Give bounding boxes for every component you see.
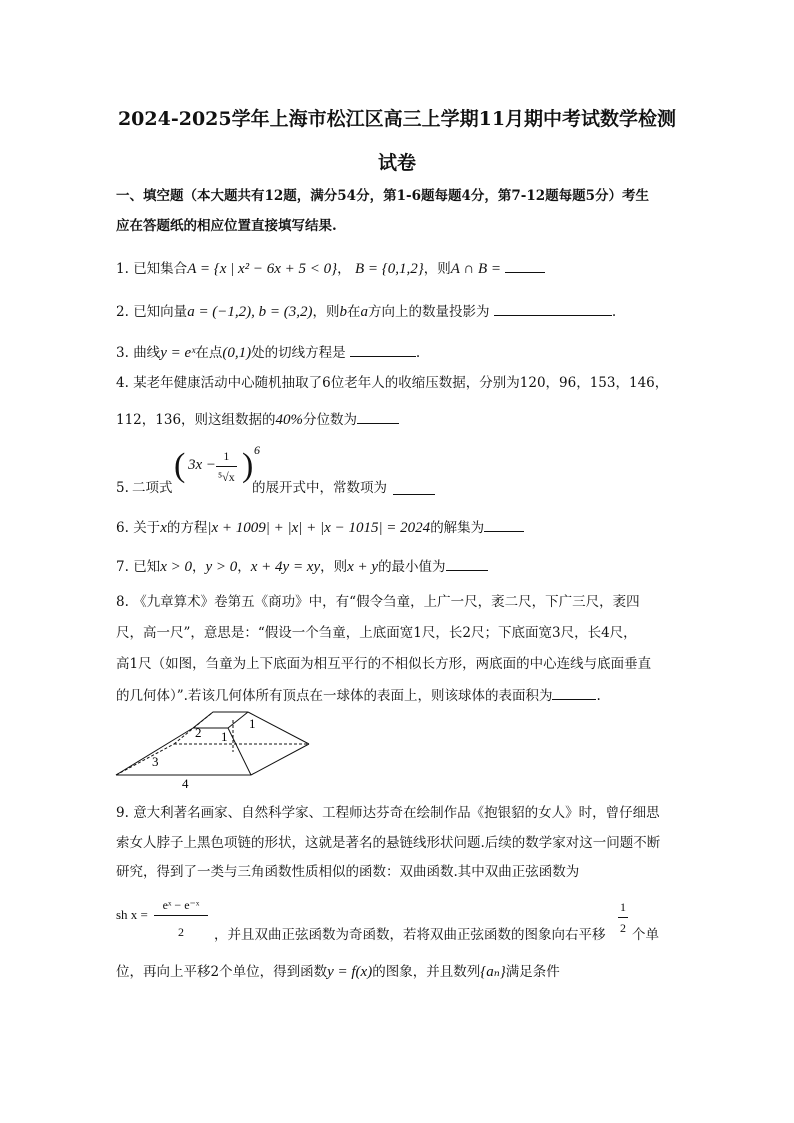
math-condition-y: y > 0 <box>205 559 238 575</box>
label-bottom-width: 3 <box>152 754 159 769</box>
question-text: 满足条件 <box>505 964 560 980</box>
math-condition-x: x > 0 <box>160 559 192 575</box>
answer-blank <box>552 685 596 700</box>
question-text: ，则 <box>320 559 348 575</box>
section-heading-line2: 应在答题纸的相应位置直接填写结果. <box>116 218 337 234</box>
label-top-length: 1 <box>249 716 256 731</box>
question-text: 的展开式中，常数项为 <box>252 480 387 496</box>
fraction-numerator: 1 <box>618 897 628 918</box>
question-text: 的方程 <box>166 520 208 536</box>
lateral-edge-back-right <box>248 712 309 744</box>
question-number: 4. <box>116 375 129 391</box>
question-text: 意大利著名画家、自然科学家、工程师达芬奇在绘制作品《抱银貂的女人》时，曾仔细思 <box>133 805 660 821</box>
question-text: 某老年健康活动中心随机抽取了6位老年人的收缩压数据，分别为120，96，153，146， <box>133 375 669 391</box>
lateral-edge-front-right <box>228 728 251 775</box>
answer-blank <box>357 409 399 424</box>
answer-blank <box>484 517 524 532</box>
math-variable: x <box>160 520 167 536</box>
question-text: 112，136，则这组数据的 <box>116 412 276 428</box>
fraction-numerator: eˣ − e⁻ˣ <box>154 895 208 916</box>
question-8-line2: 尺，高一尺”，意思是：“假设一个刍童，上底面宽1尺，长2尺；下底面宽3尺，长4尺， <box>116 625 637 641</box>
label-height: 1 <box>221 729 228 744</box>
question-number: 6. <box>116 520 129 536</box>
math-sh-lhs: sh x = <box>116 907 148 922</box>
period: . <box>611 304 617 320</box>
answer-blank <box>393 480 435 495</box>
label-top-width: 2 <box>195 725 202 740</box>
question-text: ，则 <box>423 261 451 277</box>
math-fraction <box>216 446 237 487</box>
math-vector-b: b <box>339 304 348 320</box>
frustum-figure <box>110 706 320 790</box>
question-8-line3: 高1尺（如图，刍童为上下底面为相互平行的不相似长方形，两底面的中心连线与底面垂直 <box>116 656 652 672</box>
section-heading-line1: 一、填空题（本大题共有12题，满分54分，第1-6题每题4分，第7-12题每题5分）考生 <box>116 188 650 204</box>
answer-blank <box>494 301 612 316</box>
math-condition-eq: x + 4y = xy <box>250 559 321 575</box>
math-vector-a: a <box>360 304 369 320</box>
question-text: 《九章算术》卷第五《商功》中，有“假令刍童，上广一尺，袤二尺，下广三尺，袤四 <box>133 594 640 610</box>
question-number: 1. <box>116 261 129 277</box>
fraction-denominator: 2 <box>178 925 184 939</box>
question-text: 已知集合 <box>133 261 188 277</box>
exam-title-line2: 试卷 <box>377 152 416 174</box>
question-9-line2: 索女人脖子上黑色项链的形状，这就是著名的悬链线形状问题.后续的数学家对这一问题不断 <box>116 835 661 851</box>
question-text: 已知向量 <box>133 304 188 320</box>
question-text: ，则 <box>312 304 340 320</box>
question-9-line5 <box>116 962 560 982</box>
question-4-line1 <box>116 373 668 393</box>
question-text: 的解集为 <box>430 520 485 536</box>
math-exponent: 6 <box>254 443 260 457</box>
question-8-line1 <box>116 592 640 612</box>
question-2 <box>116 301 616 322</box>
left-paren: ( <box>174 447 186 484</box>
exam-title-line1: 2024-2025学年上海市松江区高三上学期11月期中考试数学检测 <box>117 108 677 130</box>
math-percent: 40% <box>275 412 304 428</box>
question-text: 在点 <box>195 345 223 361</box>
math-equation: |x + 1009| + |x| + |x − 1015| = 2024 <box>207 520 431 536</box>
question-text: 关于 <box>133 520 161 536</box>
question-text: 二项式 <box>132 480 173 496</box>
fraction-numerator: 1 <box>216 446 237 467</box>
question-text: ，并且双曲正弦函数为奇函数，若将双曲正弦函数的图象向右平移 <box>214 927 606 943</box>
question-6 <box>116 517 524 538</box>
question-8-line4 <box>116 685 601 706</box>
question-1 <box>116 258 545 279</box>
question-text: 分位数为 <box>303 412 358 428</box>
period: . <box>415 345 421 361</box>
math-binomial-base: 3x − <box>188 457 217 473</box>
fraction-denominator: 2 <box>620 921 626 935</box>
math-vectors: a = (−1,2), b = (3,2) <box>187 304 313 320</box>
period: . <box>596 688 601 704</box>
math-point: (0,1) <box>222 345 252 361</box>
answer-blank <box>505 258 545 273</box>
question-4-line2 <box>116 409 399 430</box>
top-right-edge <box>228 712 248 728</box>
question-text: 的图象，并且数列 <box>372 964 481 980</box>
bottom-left-hidden-edge <box>116 744 174 775</box>
answer-blank <box>350 342 416 357</box>
question-number: 3. <box>116 345 129 361</box>
answer-blank <box>446 556 488 571</box>
question-number: 8. <box>116 594 129 610</box>
math-set-b: B = {0,1,2} <box>354 261 424 277</box>
math-shift-fraction <box>618 897 628 938</box>
question-text: 已知 <box>133 559 161 575</box>
question-number: 7. <box>116 559 129 575</box>
fraction-denominator: ⁵√x <box>218 470 235 484</box>
question-text: 方向上的数量投影为 <box>368 304 490 320</box>
question-text: 在 <box>347 304 361 320</box>
math-expression: x + y <box>347 559 379 575</box>
question-text: 的几何体）”.若该几何体所有顶点在一球体的表面上，则该球体的表面积为 <box>116 688 553 704</box>
question-text: 个单 <box>632 927 659 943</box>
question-9-line4 <box>116 895 676 945</box>
question-7: 7. 已知x > 0，y > 0，x + 4y = xy，则x + y的最小值为 <box>116 556 488 577</box>
question-number: 9. <box>116 805 129 821</box>
question-number: 5. <box>116 480 129 496</box>
bottom-right-edge <box>251 744 309 775</box>
question-text: 位，再向上平移2个单位，得到函数 <box>116 964 328 980</box>
math-function: y = f(x) <box>327 964 373 980</box>
right-paren: ) <box>242 447 254 484</box>
math-sequence: {aₙ} <box>480 964 506 980</box>
math-sh-fraction <box>154 895 208 942</box>
label-bottom-length: 4 <box>182 776 189 790</box>
math-curve: y = eˣ <box>160 345 196 361</box>
question-9-line1 <box>116 803 660 823</box>
math-set-a: A = {x | x² − 6x + 5 < 0} <box>187 261 338 277</box>
question-9-line3: 研究，得到了一类与三角函数性质相似的函数：双曲函数.其中双曲正弦函数为 <box>116 864 580 880</box>
math-intersection: A ∩ B = <box>450 261 502 277</box>
separator: ， <box>337 261 351 277</box>
question-3 <box>116 342 420 363</box>
question-number: 2. <box>116 304 129 320</box>
question-text: 曲线 <box>133 345 161 361</box>
question-text: 处的切线方程是 <box>251 345 346 361</box>
question-text: 的最小值为 <box>378 559 446 575</box>
